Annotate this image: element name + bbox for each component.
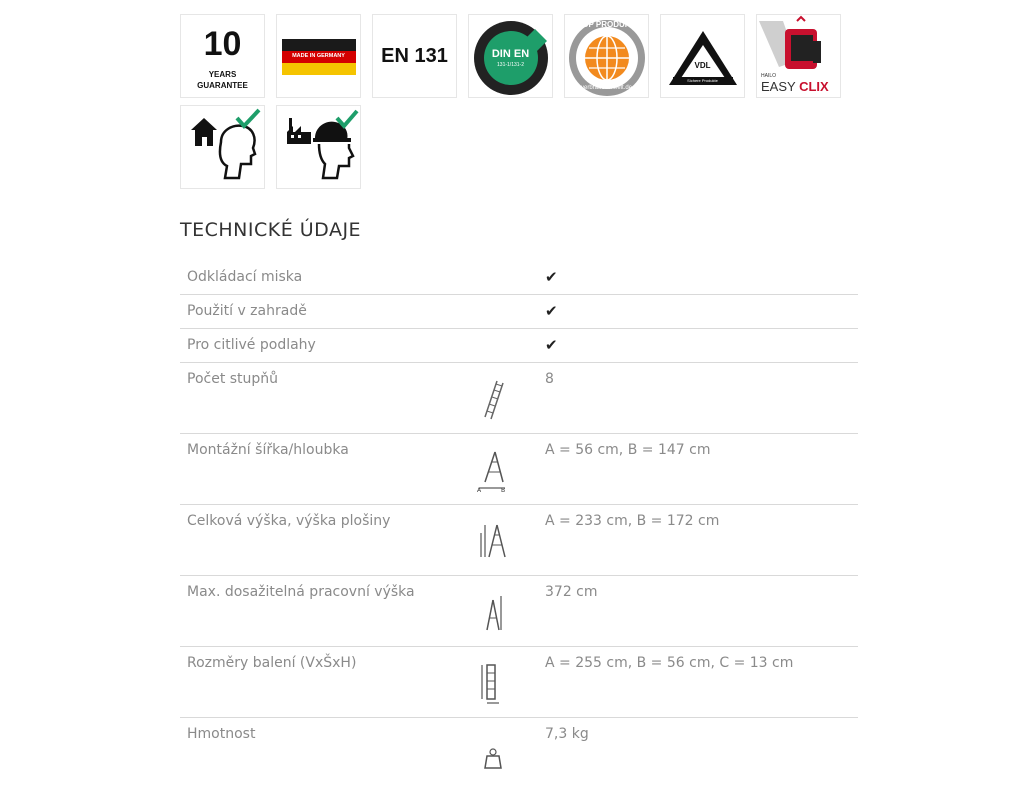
spec-value: A = 233 cm, B = 172 cm [545, 513, 720, 529]
checkmark-icon: ✔ [545, 336, 558, 354]
spec-label: Max. dosažitelná pracovní výška [187, 584, 415, 600]
spec-label: Pro citlivé podlahy [187, 337, 316, 353]
table-row [180, 261, 858, 295]
made-in-germany-badge [276, 14, 361, 98]
table-row [180, 295, 858, 329]
svg-text:B: B [501, 487, 506, 494]
factory-worker-icon [277, 106, 361, 189]
table-row [180, 434, 858, 505]
spec-label: Odkládací miska [187, 269, 303, 285]
table-row [180, 647, 858, 718]
ladder-height-icon [475, 515, 511, 565]
din-en-sub: 131-1/131-2 [497, 62, 524, 68]
spec-value: A = 56 cm, B = 147 cm [545, 442, 711, 458]
working-height-icon [475, 586, 511, 636]
table-row [180, 576, 858, 647]
ladder-width-depth-icon [475, 444, 511, 494]
hailo-brand: HAILO [761, 73, 777, 79]
guarantee-years-label: YEARS [208, 70, 237, 79]
table-row [180, 329, 858, 363]
table-row [180, 363, 858, 434]
checkmark-icon: ✔ [545, 302, 558, 320]
top-produkt-title: TOP PRODUKT [577, 20, 636, 29]
spec-label: Rozměry balení (VxŠxH) [187, 655, 357, 671]
top-produkt-badge [564, 14, 649, 98]
easy-clix-logo [761, 79, 829, 94]
specs-table [180, 261, 858, 789]
vdl-triangle-icon [661, 15, 745, 98]
spec-value: A = 255 cm, B = 56 cm, C = 13 cm [545, 655, 794, 671]
vdl-sub: Sichere Produkte [687, 78, 718, 83]
spec-label: Hmotnost [187, 726, 256, 742]
easy-text: EASY [761, 79, 800, 94]
table-row [180, 505, 858, 576]
guarantee-badge [180, 14, 265, 98]
weight-icon [475, 728, 511, 778]
en131-text: EN 131 [381, 45, 448, 67]
din-en-badge [468, 14, 553, 98]
home-user-icon [181, 106, 265, 189]
table-row [180, 718, 858, 789]
professional-use-badge [276, 105, 361, 189]
spec-value: 7,3 kg [545, 726, 589, 742]
svg-text:A: A [477, 487, 482, 494]
spec-value: 372 cm [545, 584, 598, 600]
vdl-badge [660, 14, 745, 98]
clix-text: CLIX [799, 79, 829, 94]
vdl-text: VDL [694, 61, 711, 70]
en131-badge [372, 14, 457, 98]
spec-label: Celková výška, výška plošiny [187, 513, 391, 529]
top-produkt-site: verbraucherwelt.de [580, 85, 633, 91]
guarantee-years-number: 10 [203, 25, 242, 63]
package-dimensions-icon [475, 657, 511, 707]
din-en-title: DIN EN [491, 48, 530, 60]
spec-label: Použití v zahradě [187, 303, 307, 319]
spec-label: Montážní šířka/hloubka [187, 442, 349, 458]
technical-data-title: TECHNICKÉ ÚDAJE [180, 219, 362, 241]
made-in-germany-text: MADE IN GERMANY [292, 53, 345, 59]
checkmark-icon: ✔ [545, 268, 558, 286]
flag-stripe-black [282, 39, 356, 51]
spec-label: Počet stupňů [187, 371, 279, 387]
flag-stripe-gold [282, 63, 356, 75]
home-use-badge [180, 105, 265, 189]
spec-value: 8 [545, 371, 554, 387]
guarantee-label: GUARANTEE [197, 81, 248, 90]
ladder-steps-icon [475, 373, 511, 423]
easy-clix-badge [756, 14, 841, 98]
